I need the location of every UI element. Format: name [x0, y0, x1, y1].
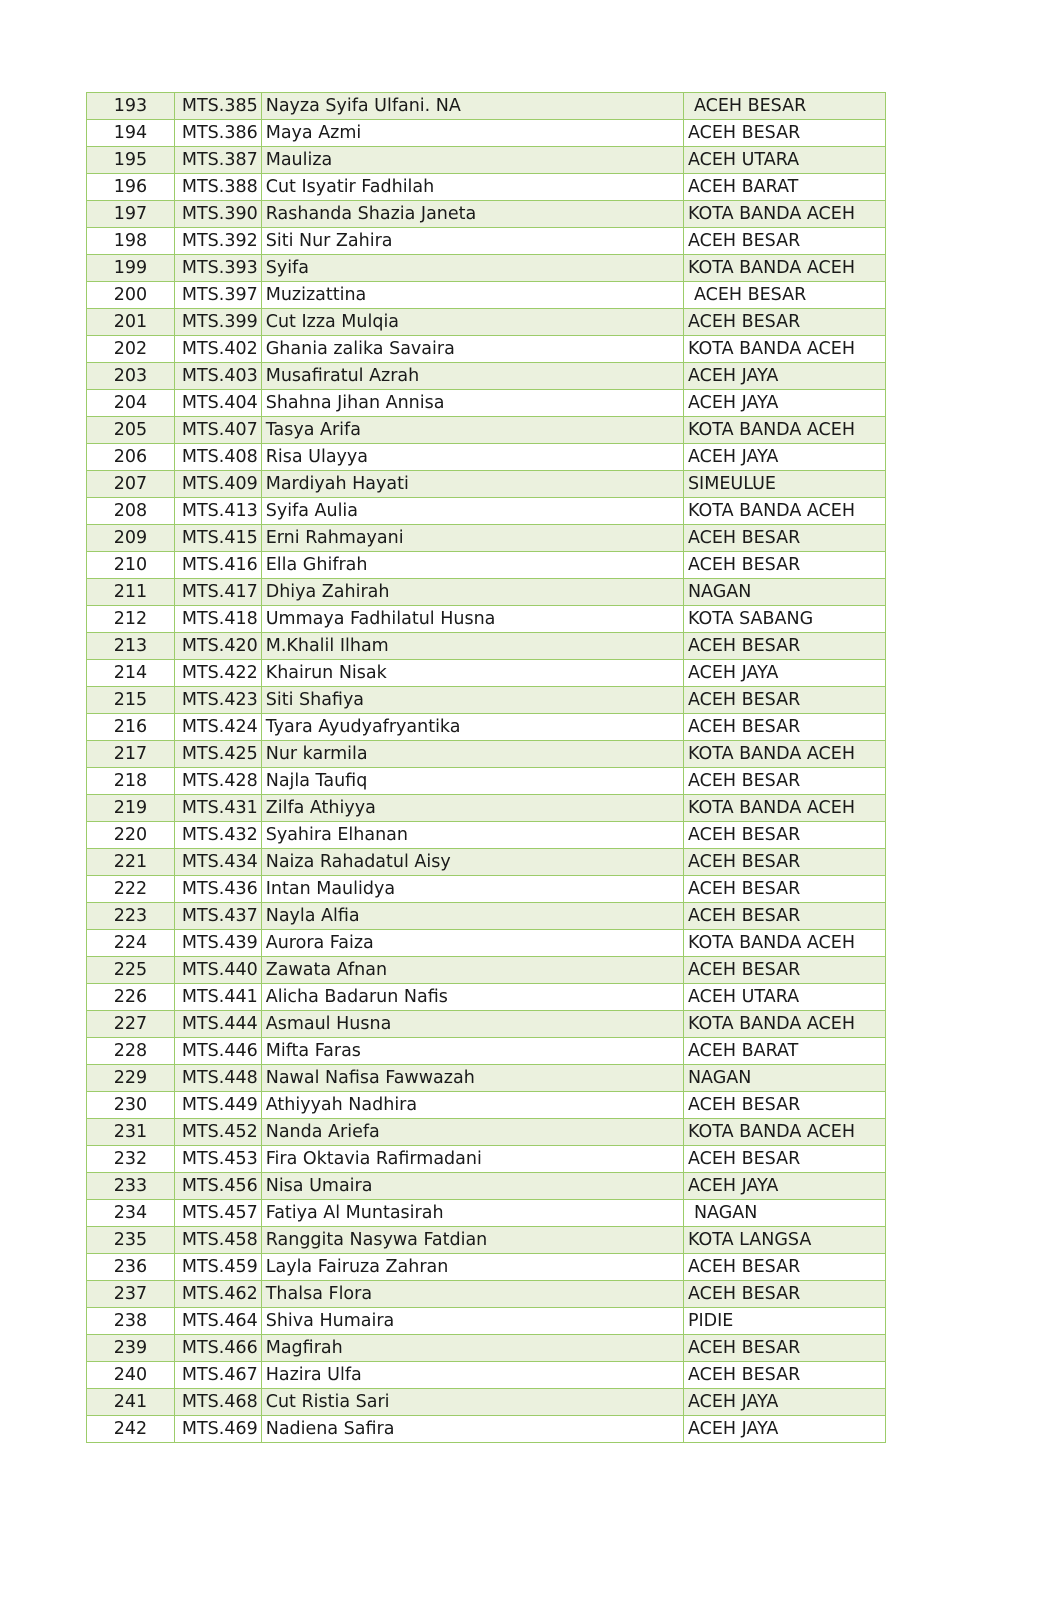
region-cell: ACEH BESAR	[683, 228, 885, 255]
row-number-cell: 200	[87, 282, 175, 309]
region-cell: KOTA BANDA ACEH	[683, 1011, 885, 1038]
participant-name-cell: Erni Rahmayani	[261, 525, 683, 552]
row-number-cell: 223	[87, 903, 175, 930]
participant-name-cell: Ella Ghifrah	[261, 552, 683, 579]
registration-code-cell: MTS.418	[174, 606, 261, 633]
registration-code-cell: MTS.448	[174, 1065, 261, 1092]
participant-name-cell: Nadiena Safira	[261, 1416, 683, 1443]
row-number-cell: 211	[87, 579, 175, 606]
row-number-cell: 233	[87, 1173, 175, 1200]
table-row	[87, 1173, 886, 1200]
row-number-cell: 230	[87, 1092, 175, 1119]
table-row	[87, 1119, 886, 1146]
row-number-cell: 227	[87, 1011, 175, 1038]
registration-code-cell: MTS.425	[174, 741, 261, 768]
participant-name-cell: Ghania zalika Savaira	[261, 336, 683, 363]
registration-code-cell: MTS.457	[174, 1200, 261, 1227]
table-row	[87, 282, 886, 309]
region-cell: ACEH BESAR	[683, 309, 885, 336]
registration-code-cell: MTS.468	[174, 1389, 261, 1416]
row-number-cell: 193	[87, 93, 175, 120]
table-row	[87, 552, 886, 579]
table-row	[87, 795, 886, 822]
registration-code-cell: MTS.392	[174, 228, 261, 255]
row-number-cell: 222	[87, 876, 175, 903]
row-number-cell: 242	[87, 1416, 175, 1443]
table-row	[87, 93, 886, 120]
row-number-cell: 207	[87, 471, 175, 498]
table-row	[87, 1308, 886, 1335]
registration-code-cell: MTS.403	[174, 363, 261, 390]
region-cell: ACEH BESAR	[683, 1362, 885, 1389]
registration-code-cell: MTS.459	[174, 1254, 261, 1281]
table-row	[87, 1200, 886, 1227]
table-row	[87, 120, 886, 147]
region-cell: SIMEULUE	[683, 471, 885, 498]
table-row	[87, 201, 886, 228]
row-number-cell: 198	[87, 228, 175, 255]
registration-code-cell: MTS.436	[174, 876, 261, 903]
registration-code-cell: MTS.399	[174, 309, 261, 336]
table-row	[87, 633, 886, 660]
registration-code-cell: MTS.397	[174, 282, 261, 309]
row-number-cell: 204	[87, 390, 175, 417]
region-cell: ACEH BESAR	[683, 1254, 885, 1281]
registration-code-cell: MTS.469	[174, 1416, 261, 1443]
row-number-cell: 202	[87, 336, 175, 363]
region-cell: ACEH BESAR	[683, 525, 885, 552]
table-row	[87, 1011, 886, 1038]
region-cell: KOTA BANDA ACEH	[683, 930, 885, 957]
registration-code-cell: MTS.416	[174, 552, 261, 579]
region-cell: ACEH BESAR	[683, 957, 885, 984]
participant-name-cell: Najla Taufiq	[261, 768, 683, 795]
participant-name-cell: Intan Maulidya	[261, 876, 683, 903]
region-cell: ACEH BESAR	[683, 633, 885, 660]
participant-name-cell: Fatiya Al Muntasirah	[261, 1200, 683, 1227]
participant-name-cell: Risa Ulayya	[261, 444, 683, 471]
region-cell: ACEH BESAR	[683, 768, 885, 795]
table-row	[87, 228, 886, 255]
registration-code-cell: MTS.441	[174, 984, 261, 1011]
row-number-cell: 231	[87, 1119, 175, 1146]
registration-code-cell: MTS.467	[174, 1362, 261, 1389]
participant-name-cell: Asmaul Husna	[261, 1011, 683, 1038]
registration-code-cell: MTS.404	[174, 390, 261, 417]
region-cell: ACEH BESAR	[683, 93, 885, 120]
table-row	[87, 930, 886, 957]
region-cell: ACEH JAYA	[683, 1416, 885, 1443]
participant-name-cell: Maya Azmi	[261, 120, 683, 147]
row-number-cell: 224	[87, 930, 175, 957]
registration-code-cell: MTS.408	[174, 444, 261, 471]
participant-name-cell: Rashanda Shazia Janeta	[261, 201, 683, 228]
table-row	[87, 390, 886, 417]
participant-table-body	[87, 93, 886, 1443]
registration-code-cell: MTS.415	[174, 525, 261, 552]
row-number-cell: 225	[87, 957, 175, 984]
region-cell: ACEH BESAR	[683, 687, 885, 714]
participant-name-cell: Tasya Arifa	[261, 417, 683, 444]
registration-code-cell: MTS.444	[174, 1011, 261, 1038]
row-number-cell: 197	[87, 201, 175, 228]
region-cell: NAGAN	[683, 579, 885, 606]
table-row	[87, 1065, 886, 1092]
table-row	[87, 1092, 886, 1119]
registration-code-cell: MTS.402	[174, 336, 261, 363]
participant-name-cell: Nisa Umaira	[261, 1173, 683, 1200]
registration-code-cell: MTS.424	[174, 714, 261, 741]
row-number-cell: 203	[87, 363, 175, 390]
table-row	[87, 309, 886, 336]
region-cell: ACEH BESAR	[683, 1092, 885, 1119]
participant-name-cell: Syifa Aulia	[261, 498, 683, 525]
region-cell: KOTA SABANG	[683, 606, 885, 633]
row-number-cell: 217	[87, 741, 175, 768]
registration-code-cell: MTS.431	[174, 795, 261, 822]
participant-name-cell: Cut Isyatir Fadhilah	[261, 174, 683, 201]
table-row	[87, 1281, 886, 1308]
region-cell: ACEH BESAR	[683, 849, 885, 876]
row-number-cell: 214	[87, 660, 175, 687]
registration-code-cell: MTS.452	[174, 1119, 261, 1146]
table-row	[87, 579, 886, 606]
registration-code-cell: MTS.413	[174, 498, 261, 525]
region-cell: KOTA BANDA ACEH	[683, 417, 885, 444]
registration-code-cell: MTS.464	[174, 1308, 261, 1335]
region-cell: ACEH JAYA	[683, 1173, 885, 1200]
table-row	[87, 336, 886, 363]
row-number-cell: 209	[87, 525, 175, 552]
table-row	[87, 1416, 886, 1443]
table-row	[87, 255, 886, 282]
table-row	[87, 471, 886, 498]
row-number-cell: 218	[87, 768, 175, 795]
row-number-cell: 205	[87, 417, 175, 444]
region-cell: KOTA BANDA ACEH	[683, 336, 885, 363]
participant-name-cell: Nayla Alfia	[261, 903, 683, 930]
registration-code-cell: MTS.393	[174, 255, 261, 282]
region-cell: ACEH UTARA	[683, 984, 885, 1011]
row-number-cell: 236	[87, 1254, 175, 1281]
region-cell: ACEH BARAT	[683, 1038, 885, 1065]
table-row	[87, 849, 886, 876]
region-cell: ACEH BESAR	[683, 120, 885, 147]
region-cell: KOTA BANDA ACEH	[683, 741, 885, 768]
row-number-cell: 240	[87, 1362, 175, 1389]
row-number-cell: 216	[87, 714, 175, 741]
region-cell: KOTA BANDA ACEH	[683, 1119, 885, 1146]
participant-name-cell: Dhiya Zahirah	[261, 579, 683, 606]
registration-code-cell: MTS.462	[174, 1281, 261, 1308]
table-row	[87, 174, 886, 201]
registration-code-cell: MTS.432	[174, 822, 261, 849]
region-cell: KOTA BANDA ACEH	[683, 498, 885, 525]
table-row	[87, 1335, 886, 1362]
participant-name-cell: Mifta Faras	[261, 1038, 683, 1065]
registration-code-cell: MTS.440	[174, 957, 261, 984]
registration-code-cell: MTS.439	[174, 930, 261, 957]
participant-name-cell: Shiva Humaira	[261, 1308, 683, 1335]
row-number-cell: 229	[87, 1065, 175, 1092]
registration-code-cell: MTS.409	[174, 471, 261, 498]
table-row	[87, 363, 886, 390]
registration-code-cell: MTS.386	[174, 120, 261, 147]
row-number-cell: 238	[87, 1308, 175, 1335]
table-row	[87, 147, 886, 174]
row-number-cell: 220	[87, 822, 175, 849]
region-cell: ACEH BARAT	[683, 174, 885, 201]
registration-code-cell: MTS.437	[174, 903, 261, 930]
registration-code-cell: MTS.449	[174, 1092, 261, 1119]
region-cell: ACEH JAYA	[683, 363, 885, 390]
row-number-cell: 239	[87, 1335, 175, 1362]
participant-name-cell: Zawata Afnan	[261, 957, 683, 984]
region-cell: KOTA LANGSA	[683, 1227, 885, 1254]
registration-code-cell: MTS.456	[174, 1173, 261, 1200]
table-row	[87, 1362, 886, 1389]
table-row	[87, 1038, 886, 1065]
table-row	[87, 741, 886, 768]
row-number-cell: 226	[87, 984, 175, 1011]
participant-name-cell: Cut Ristia Sari	[261, 1389, 683, 1416]
region-cell: ACEH JAYA	[683, 1389, 885, 1416]
table-row	[87, 768, 886, 795]
row-number-cell: 208	[87, 498, 175, 525]
table-row	[87, 876, 886, 903]
document-page	[86, 92, 886, 1443]
row-number-cell: 199	[87, 255, 175, 282]
registration-code-cell: MTS.388	[174, 174, 261, 201]
table-row	[87, 957, 886, 984]
region-cell: KOTA BANDA ACEH	[683, 201, 885, 228]
row-number-cell: 194	[87, 120, 175, 147]
table-row	[87, 498, 886, 525]
registration-code-cell: MTS.446	[174, 1038, 261, 1065]
region-cell: ACEH BESAR	[683, 714, 885, 741]
participant-name-cell: Layla Fairuza Zahran	[261, 1254, 683, 1281]
participant-name-cell: Alicha Badarun Nafis	[261, 984, 683, 1011]
row-number-cell: 210	[87, 552, 175, 579]
registration-code-cell: MTS.453	[174, 1146, 261, 1173]
registration-code-cell: MTS.420	[174, 633, 261, 660]
region-cell: ACEH BESAR	[683, 1281, 885, 1308]
registration-code-cell: MTS.390	[174, 201, 261, 228]
row-number-cell: 196	[87, 174, 175, 201]
participant-name-cell: Tyara Ayudyafryantika	[261, 714, 683, 741]
participant-name-cell: Fira Oktavia Rafirmadani	[261, 1146, 683, 1173]
region-cell: ACEH BESAR	[683, 876, 885, 903]
participant-name-cell: Naiza Rahadatul Aisy	[261, 849, 683, 876]
participant-name-cell: Cut Izza Mulqia	[261, 309, 683, 336]
row-number-cell: 228	[87, 1038, 175, 1065]
participant-name-cell: Ranggita Nasywa Fatdian	[261, 1227, 683, 1254]
participant-table	[86, 92, 886, 1443]
region-cell: ACEH BESAR	[683, 282, 885, 309]
registration-code-cell: MTS.466	[174, 1335, 261, 1362]
row-number-cell: 234	[87, 1200, 175, 1227]
table-row	[87, 606, 886, 633]
region-cell: ACEH BESAR	[683, 1335, 885, 1362]
row-number-cell: 232	[87, 1146, 175, 1173]
row-number-cell: 213	[87, 633, 175, 660]
region-cell: ACEH BESAR	[683, 822, 885, 849]
region-cell: ACEH BESAR	[683, 552, 885, 579]
participant-name-cell: Thalsa Flora	[261, 1281, 683, 1308]
region-cell: PIDIE	[683, 1308, 885, 1335]
region-cell: KOTA BANDA ACEH	[683, 795, 885, 822]
table-row	[87, 1389, 886, 1416]
row-number-cell: 212	[87, 606, 175, 633]
table-row	[87, 525, 886, 552]
participant-name-cell: Hazira Ulfa	[261, 1362, 683, 1389]
participant-name-cell: Syifa	[261, 255, 683, 282]
region-cell: NAGAN	[683, 1065, 885, 1092]
participant-name-cell: Siti Shafiya	[261, 687, 683, 714]
registration-code-cell: MTS.417	[174, 579, 261, 606]
row-number-cell: 221	[87, 849, 175, 876]
participant-name-cell: Nawal Nafisa Fawwazah	[261, 1065, 683, 1092]
participant-name-cell: Khairun Nisak	[261, 660, 683, 687]
row-number-cell: 215	[87, 687, 175, 714]
participant-name-cell: Siti Nur Zahira	[261, 228, 683, 255]
row-number-cell: 237	[87, 1281, 175, 1308]
participant-name-cell: Nanda Ariefa	[261, 1119, 683, 1146]
table-row	[87, 444, 886, 471]
region-cell: ACEH BESAR	[683, 903, 885, 930]
table-row	[87, 984, 886, 1011]
participant-name-cell: Nayza Syifa Ulfani. NA	[261, 93, 683, 120]
participant-name-cell: Mardiyah Hayati	[261, 471, 683, 498]
table-row	[87, 417, 886, 444]
row-number-cell: 235	[87, 1227, 175, 1254]
registration-code-cell: MTS.422	[174, 660, 261, 687]
registration-code-cell: MTS.428	[174, 768, 261, 795]
registration-code-cell: MTS.385	[174, 93, 261, 120]
participant-name-cell: Syahira Elhanan	[261, 822, 683, 849]
region-cell: ACEH UTARA	[683, 147, 885, 174]
participant-name-cell: Magfirah	[261, 1335, 683, 1362]
participant-name-cell: Mauliza	[261, 147, 683, 174]
row-number-cell: 219	[87, 795, 175, 822]
table-row	[87, 903, 886, 930]
participant-name-cell: Zilfa Athiyya	[261, 795, 683, 822]
row-number-cell: 241	[87, 1389, 175, 1416]
table-row	[87, 1227, 886, 1254]
participant-name-cell: Aurora Faiza	[261, 930, 683, 957]
table-row	[87, 1254, 886, 1281]
region-cell: ACEH JAYA	[683, 444, 885, 471]
region-cell: ACEH JAYA	[683, 660, 885, 687]
participant-name-cell: Musafiratul Azrah	[261, 363, 683, 390]
table-row	[87, 822, 886, 849]
table-row	[87, 687, 886, 714]
region-cell: ACEH BESAR	[683, 1146, 885, 1173]
participant-name-cell: Shahna Jihan Annisa	[261, 390, 683, 417]
participant-name-cell: Athiyyah Nadhira	[261, 1092, 683, 1119]
region-cell: ACEH JAYA	[683, 390, 885, 417]
region-cell: KOTA BANDA ACEH	[683, 255, 885, 282]
participant-name-cell: Muzizattina	[261, 282, 683, 309]
row-number-cell: 201	[87, 309, 175, 336]
table-row	[87, 1146, 886, 1173]
table-row	[87, 660, 886, 687]
registration-code-cell: MTS.407	[174, 417, 261, 444]
row-number-cell: 195	[87, 147, 175, 174]
registration-code-cell: MTS.423	[174, 687, 261, 714]
registration-code-cell: MTS.434	[174, 849, 261, 876]
participant-name-cell: Nur karmila	[261, 741, 683, 768]
participant-name-cell: Ummaya Fadhilatul Husna	[261, 606, 683, 633]
registration-code-cell: MTS.458	[174, 1227, 261, 1254]
participant-name-cell: M.Khalil Ilham	[261, 633, 683, 660]
region-cell: NAGAN	[683, 1200, 885, 1227]
row-number-cell: 206	[87, 444, 175, 471]
registration-code-cell: MTS.387	[174, 147, 261, 174]
table-row	[87, 714, 886, 741]
